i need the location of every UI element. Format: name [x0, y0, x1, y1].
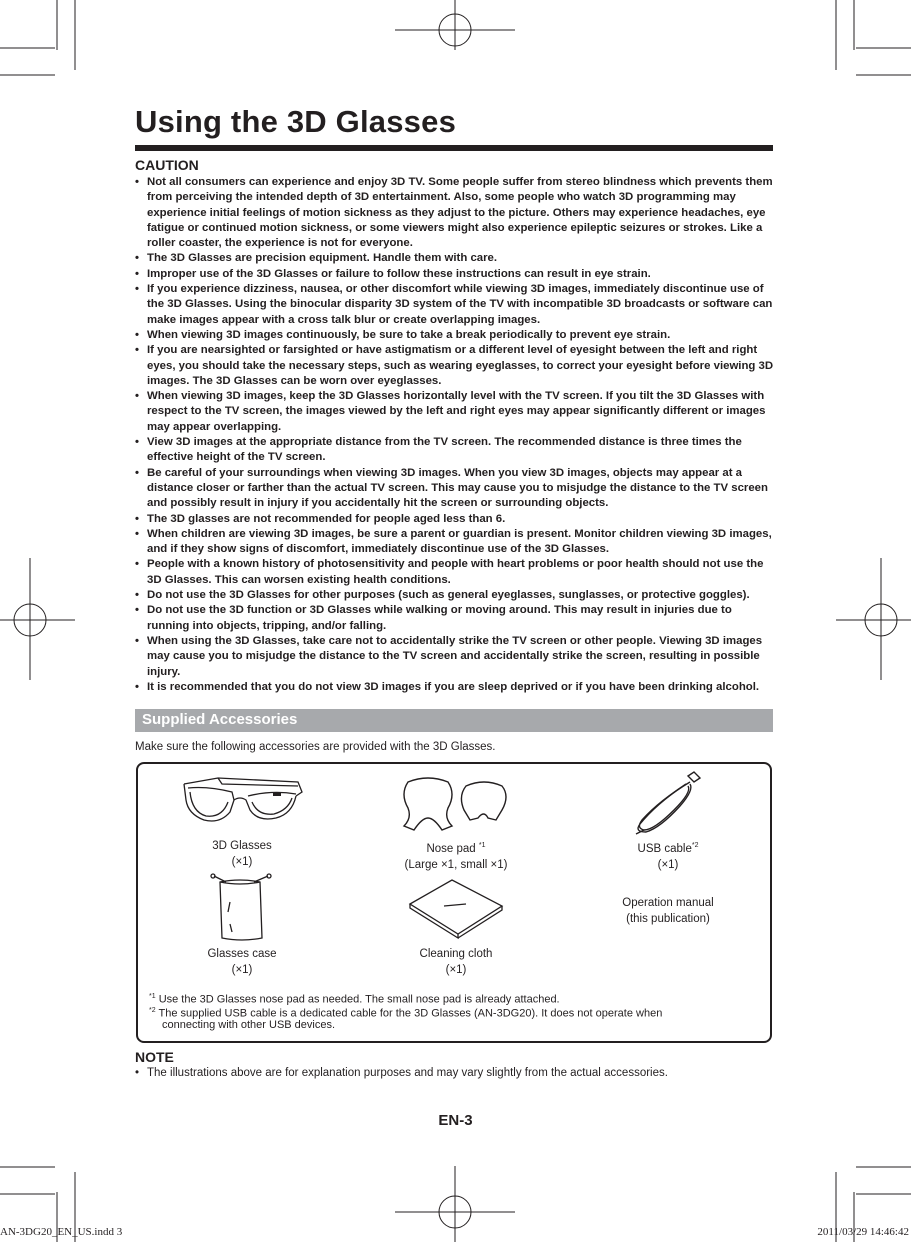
cleaning-cloth-icon — [404, 876, 508, 940]
accessories-intro: Make sure the following accessories are provided with the 3D Glasses. — [135, 741, 496, 753]
cleaning-cloth-qty: (×1) — [445, 964, 467, 976]
usb-cable-label — [618, 838, 718, 857]
nose-pad-icon — [398, 774, 516, 834]
operation-manual-name: Operation manual — [622, 897, 714, 909]
caution-item: • Be careful of your surroundings when viewing 3D images. When you view 3D images, objects may appear at a distance closer or farther than the actual TV screen. This may cause you to misjudge the distance to the TV screen and possibly result in injury if you accidentally hit the screen or surrounding objects. — [135, 466, 775, 512]
glasses-case-qty: (×1) — [231, 964, 253, 976]
caution-item: • Not all consumers can experience and enjoy 3D TV. Some people suffer from stereo blindness which prevents them from perceiving the intended depth of 3D entertainment. Also, some people who watch 3D programming may experience initial feelings of motion sickness as they adjust to the picture. Others may experience headaches, eye fatigue or continued motion sickness, or some viewers might also experience epileptic seizures or strokes. Like a roller coaster, the experience is not for everyone. — [135, 175, 775, 251]
nose-pad-mark: *1 — [478, 842, 486, 849]
caution-item: • The 3D Glasses are precision equipment. Handle them with care. — [135, 251, 775, 266]
footnote-2-continued: connecting with other USB devices. — [162, 1019, 336, 1031]
footnote-2-text: The supplied USB cable is a dedicated cable for the 3D Glasses (AN-3DG20). It does not operate when — [158, 1007, 663, 1020]
page-title: Using the 3D Glasses — [135, 104, 457, 139]
caution-item: • If you are nearsighted or farsighted or have astigmatism or a different level of eyesight between the left and right eyes, you should take the necessary steps, such as wearing eyeglasses, to correct your eyesight before viewing 3D images. The 3D Glasses can be worn over eyeglasses. — [135, 343, 775, 389]
caution-item: • People with a known history of photosensitivity and people with heart problems or poor health should not use the 3D Glasses. This can worsen existing health conditions. — [135, 557, 775, 588]
note-item: • The illustrations above are for explanation purposes and may vary slightly from the actual accessories. — [135, 1067, 668, 1079]
operation-manual-caption — [598, 895, 738, 927]
file-slug: AN-3DG20_EN_US.indd 3 — [0, 1226, 123, 1238]
glasses-case-icon — [206, 872, 276, 944]
usb-cable-name: USB cable — [637, 842, 692, 855]
caution-item: • When using the 3D Glasses, take care not to accidentally strike the TV screen or other people. Viewing 3D images may cause you to misjudge the distance to the TV screen and accidentally strike the screen, resulting in possible injury. — [135, 634, 775, 680]
caution-item: • It is recommended that you do not view 3D images if you are sleep deprived or if you have been drinking alcohol. — [135, 680, 775, 695]
3d-glasses-icon — [178, 772, 308, 832]
page-number: EN-3 — [438, 1112, 473, 1129]
caution-heading: CAUTION — [135, 157, 199, 173]
glasses-case-caption — [192, 946, 292, 978]
caution-item: • View 3D images at the appropriate distance from the TV screen. The recommended distance is three times the effective height of the TV screen. — [135, 435, 775, 466]
caution-list — [135, 175, 775, 695]
glasses-name: 3D Glasses — [212, 840, 272, 852]
footnote-2-mark: *2 — [149, 1007, 156, 1014]
caution-item: • If you experience dizziness, nausea, or other discomfort while viewing 3D images, immediately discontinue use of the 3D Glasses. Using the binocular disparity 3D system of the TV with incompatible 3D broadcasts or software can make images appear with a cross talk blur or create overlapping images. — [135, 282, 775, 328]
note-heading: NOTE — [135, 1049, 174, 1065]
glasses-caption — [192, 838, 292, 870]
date-slug: 2011/03/29 14:46:42 — [817, 1226, 909, 1238]
usb-cable-caption — [618, 838, 718, 873]
operation-manual-note: (this publication) — [626, 913, 710, 925]
caution-item: • Improper use of the 3D Glasses or failure to follow these instructions can result in eye strain. — [135, 267, 775, 282]
accessories-heading: Supplied Accessories — [142, 711, 298, 728]
usb-cable-qty: (×1) — [657, 858, 679, 871]
caution-item: • When viewing 3D images, keep the 3D Glasses horizontally level with the TV screen. If you tilt the 3D Glasses with respect to the TV screen, the images viewed by the left and right eyes may appear significantly different or images may appear overlapping. — [135, 389, 775, 435]
caution-item: • When children are viewing 3D images, be sure a parent or guardian is present. Monitor children viewing 3D images, and if they show signs of discomfort, immediately discontinue use of the 3D Glasses. — [135, 527, 775, 558]
footnote-1-mark: *1 — [149, 993, 156, 1000]
caution-item: • The 3D glasses are not recommended for people aged less than 6. — [135, 512, 775, 527]
nose-pad-caption — [381, 838, 531, 873]
caution-item: • When viewing 3D images continuously, be sure to take a break periodically to prevent eye strain. — [135, 328, 775, 343]
caution-item: • Do not use the 3D function or 3D Glasses while walking or moving around. This may result in injuries due to running into objects, tripping, and/or falling. — [135, 603, 775, 634]
footnote-1-text: Use the 3D Glasses nose pad as needed. The small nose pad is already attached. — [158, 993, 560, 1006]
cleaning-cloth-name: Cleaning cloth — [419, 948, 493, 960]
glasses-qty: (×1) — [231, 856, 253, 868]
nose-pad-label — [381, 838, 531, 857]
glasses-case-name: Glasses case — [207, 948, 277, 960]
cleaning-cloth-caption — [406, 946, 506, 978]
title-rule — [135, 145, 773, 151]
accessories-section-header — [135, 709, 773, 732]
nose-pad-qty: (Large ×1, small ×1) — [404, 858, 508, 871]
nose-pad-name: Nose pad — [426, 842, 479, 855]
usb-cable-mark: *2 — [691, 842, 699, 849]
caution-item: • Do not use the 3D Glasses for other purposes (such as general eyeglasses, sunglasses, or protective goggles). — [135, 588, 775, 603]
usb-cable-icon — [630, 770, 706, 836]
